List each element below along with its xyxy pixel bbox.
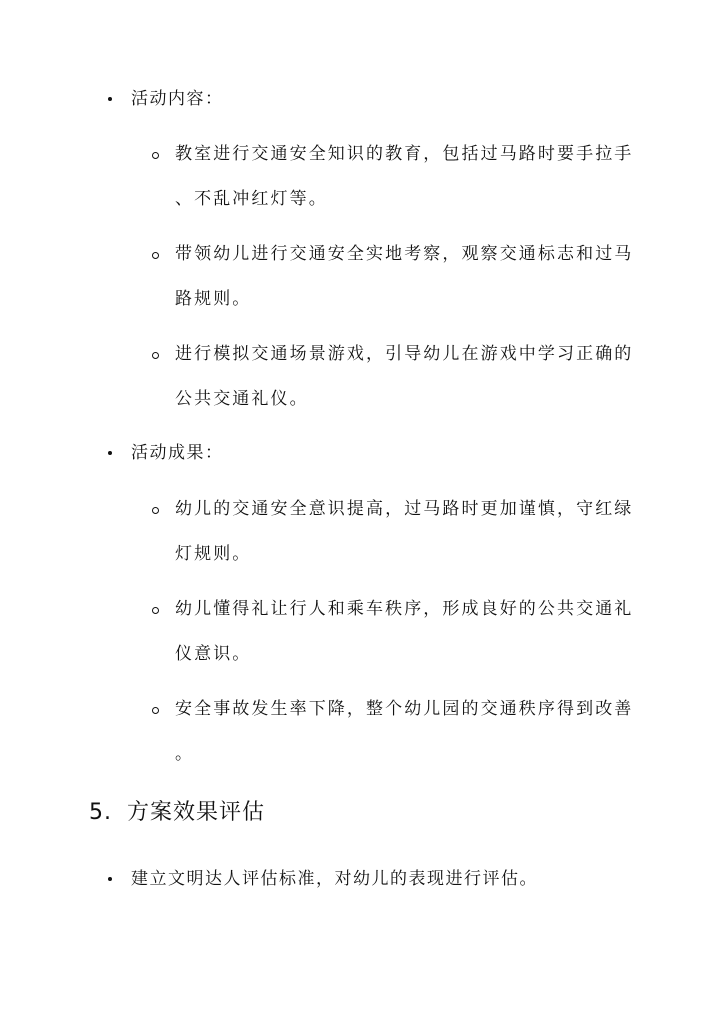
item-text-line: 公共交通礼仪。 [175, 389, 309, 409]
circle-bullet-icon [152, 252, 159, 259]
circle-bullet-icon [152, 507, 159, 514]
circle-bullet-icon [152, 152, 159, 159]
section-label: 活动成果： [131, 443, 224, 463]
circle-bullet-icon [152, 607, 159, 614]
item-text-line: 进行模拟交通场景游戏，引导幼儿在游戏中学习正确的 [175, 344, 634, 364]
item-text-line: 幼儿懂得礼让行人和乘车秩序，形成良好的公共交通礼 [175, 599, 634, 619]
item-text-line: 教室进行交通安全知识的教育，包括过马路时要手拉手 [175, 144, 634, 164]
bullet-dot-icon [108, 97, 112, 101]
heading-number: 5. [89, 800, 112, 825]
section-heading [89, 798, 265, 828]
circle-bullet-icon [152, 352, 159, 359]
item-text-line: 带领幼儿进行交通安全实地考察，观察交通标志和过马 [175, 244, 634, 264]
item-text-line: 路规则。 [175, 289, 252, 309]
bullet-dot-icon [108, 451, 112, 455]
section-label: 活动内容： [131, 89, 224, 109]
bullet-dot-icon [108, 877, 112, 881]
item-text-line: 、不乱冲红灯等。 [175, 189, 328, 209]
item-text-line: 幼儿的交通安全意识提高，过马路时更加谨慎，守红绿 [175, 499, 634, 519]
item-text-line: 。 [175, 744, 195, 764]
item-text-line: 仪意识。 [175, 644, 252, 664]
evaluation-text: 建立文明达人评估标准，对幼儿的表现进行评估。 [131, 869, 538, 889]
item-text-line: 灯规则。 [175, 544, 252, 564]
circle-bullet-icon [152, 707, 159, 714]
heading-title: 方案效果评估 [127, 800, 266, 825]
item-text-line: 安全事故发生率下降，整个幼儿园的交通秩序得到改善 [175, 699, 634, 719]
